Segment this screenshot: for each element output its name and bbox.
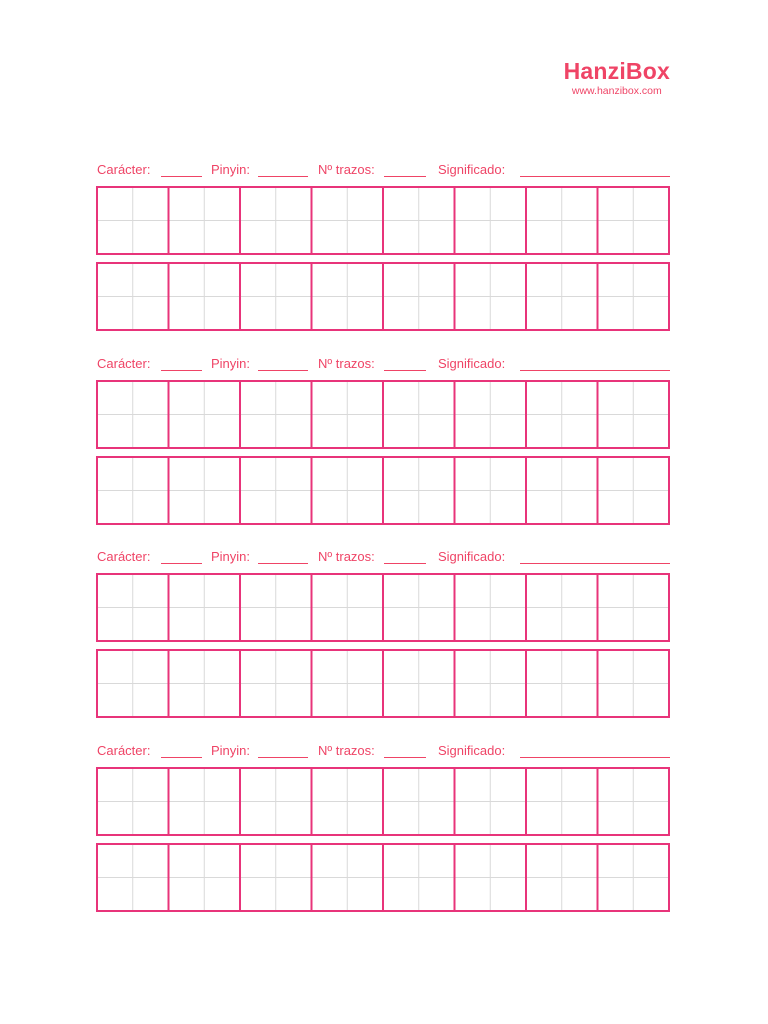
practice-box[interactable]: [97, 574, 169, 641]
practice-box[interactable]: [526, 768, 598, 835]
writing-row: [96, 573, 670, 642]
pinyin-field-blank[interactable]: [258, 176, 308, 177]
meaning-field-blank[interactable]: [520, 370, 670, 371]
strokes-field-blank[interactable]: [384, 563, 426, 564]
practice-box[interactable]: [526, 457, 598, 524]
practice-box[interactable]: [455, 457, 527, 524]
writing-row: [96, 186, 670, 255]
practice-box[interactable]: [383, 187, 455, 254]
meaning-field-blank[interactable]: [520, 563, 670, 564]
practice-box[interactable]: [598, 768, 670, 835]
practice-box[interactable]: [455, 381, 527, 448]
writing-row-grid: [96, 380, 670, 449]
meaning-field-label: Significado:: [438, 356, 506, 371]
practice-box[interactable]: [455, 574, 527, 641]
practice-section: [96, 356, 670, 526]
pinyin-field-blank[interactable]: [258, 370, 308, 371]
meaning-field-blank[interactable]: [520, 176, 670, 177]
writing-row-grid: [96, 456, 670, 525]
practice-box[interactable]: [598, 381, 670, 448]
writing-row: [96, 456, 670, 525]
practice-box[interactable]: [526, 574, 598, 641]
practice-box[interactable]: [455, 263, 527, 330]
practice-box[interactable]: [526, 187, 598, 254]
practice-box[interactable]: [240, 574, 312, 641]
writing-row-grid: [96, 767, 670, 836]
practice-box[interactable]: [526, 650, 598, 717]
practice-section: [96, 549, 670, 719]
strokes-field-blank[interactable]: [384, 370, 426, 371]
pinyin-field-label: Pinyin:: [211, 743, 251, 758]
meaning-field-blank[interactable]: [520, 757, 670, 758]
field-header: [96, 549, 670, 565]
practice-box[interactable]: [312, 844, 384, 911]
practice-box[interactable]: [169, 650, 241, 717]
practice-box[interactable]: [598, 574, 670, 641]
practice-box[interactable]: [455, 844, 527, 911]
practice-box[interactable]: [598, 187, 670, 254]
practice-box[interactable]: [169, 263, 241, 330]
practice-box[interactable]: [312, 574, 384, 641]
practice-box[interactable]: [169, 457, 241, 524]
writing-row-grid: [96, 186, 670, 255]
field-header: [96, 162, 670, 178]
strokes-field-label: Nº trazos:: [318, 743, 375, 758]
practice-box[interactable]: [169, 844, 241, 911]
pinyin-field-label: Pinyin:: [211, 356, 251, 371]
practice-box[interactable]: [383, 381, 455, 448]
practice-box[interactable]: [97, 187, 169, 254]
field-header: [96, 356, 670, 372]
practice-box[interactable]: [240, 768, 312, 835]
practice-box[interactable]: [312, 768, 384, 835]
meaning-field-label: Significado:: [438, 549, 506, 564]
practice-box[interactable]: [97, 457, 169, 524]
character-field-blank[interactable]: [161, 757, 202, 758]
writing-row-grid: [96, 573, 670, 642]
writing-row: [96, 767, 670, 836]
character-field-label: Carácter:: [97, 162, 151, 177]
pinyin-field-blank[interactable]: [258, 563, 308, 564]
strokes-field-label: Nº trazos:: [318, 162, 375, 177]
strokes-field-label: Nº trazos:: [318, 356, 375, 371]
meaning-field-label: Significado:: [438, 743, 506, 758]
writing-row-grid: [96, 262, 670, 331]
field-header: [96, 743, 670, 759]
practice-box[interactable]: [169, 574, 241, 641]
practice-box[interactable]: [240, 187, 312, 254]
practice-box[interactable]: [383, 457, 455, 524]
strokes-field-label: Nº trazos:: [318, 549, 375, 564]
practice-box[interactable]: [598, 650, 670, 717]
practice-box[interactable]: [312, 381, 384, 448]
practice-box[interactable]: [240, 263, 312, 330]
brand-name: HanziBox: [563, 58, 670, 84]
practice-box[interactable]: [598, 263, 670, 330]
writing-row-grid: [96, 649, 670, 718]
meaning-field-label: Significado:: [438, 162, 506, 177]
practice-box[interactable]: [97, 650, 169, 717]
brand-logo: [564, 58, 670, 98]
practice-box[interactable]: [383, 574, 455, 641]
brand-url: www.hanzibox.com: [571, 85, 662, 97]
practice-box[interactable]: [383, 844, 455, 911]
writing-row-grid: [96, 843, 670, 912]
practice-box[interactable]: [169, 187, 241, 254]
practice-box[interactable]: [526, 844, 598, 911]
writing-row: [96, 649, 670, 718]
character-field-label: Carácter:: [97, 743, 151, 758]
writing-row: [96, 380, 670, 449]
practice-box[interactable]: [598, 457, 670, 524]
pinyin-field-blank[interactable]: [258, 757, 308, 758]
practice-box[interactable]: [455, 768, 527, 835]
practice-box[interactable]: [455, 650, 527, 717]
practice-box[interactable]: [455, 187, 527, 254]
practice-box[interactable]: [240, 650, 312, 717]
practice-box[interactable]: [383, 650, 455, 717]
practice-box[interactable]: [240, 381, 312, 448]
practice-box[interactable]: [526, 263, 598, 330]
writing-row: [96, 262, 670, 331]
character-field-label: Carácter:: [97, 549, 151, 564]
practice-box[interactable]: [312, 263, 384, 330]
practice-box[interactable]: [240, 844, 312, 911]
practice-box[interactable]: [526, 381, 598, 448]
practice-box[interactable]: [97, 263, 169, 330]
strokes-field-blank[interactable]: [384, 176, 426, 177]
practice-box[interactable]: [312, 650, 384, 717]
strokes-field-blank[interactable]: [384, 757, 426, 758]
character-field-label: Carácter:: [97, 356, 151, 371]
practice-box[interactable]: [169, 768, 241, 835]
character-field-blank[interactable]: [161, 370, 202, 371]
practice-section: [96, 743, 670, 913]
practice-box[interactable]: [97, 768, 169, 835]
practice-section: [96, 162, 670, 332]
practice-box[interactable]: [169, 381, 241, 448]
practice-box[interactable]: [312, 457, 384, 524]
pinyin-field-label: Pinyin:: [211, 549, 251, 564]
practice-box[interactable]: [97, 381, 169, 448]
character-field-blank[interactable]: [161, 176, 202, 177]
practice-box[interactable]: [598, 844, 670, 911]
practice-box[interactable]: [383, 768, 455, 835]
practice-box[interactable]: [240, 457, 312, 524]
practice-box[interactable]: [312, 187, 384, 254]
writing-row: [96, 843, 670, 912]
practice-box[interactable]: [383, 263, 455, 330]
practice-box[interactable]: [97, 844, 169, 911]
character-field-blank[interactable]: [161, 563, 202, 564]
pinyin-field-label: Pinyin:: [211, 162, 251, 177]
